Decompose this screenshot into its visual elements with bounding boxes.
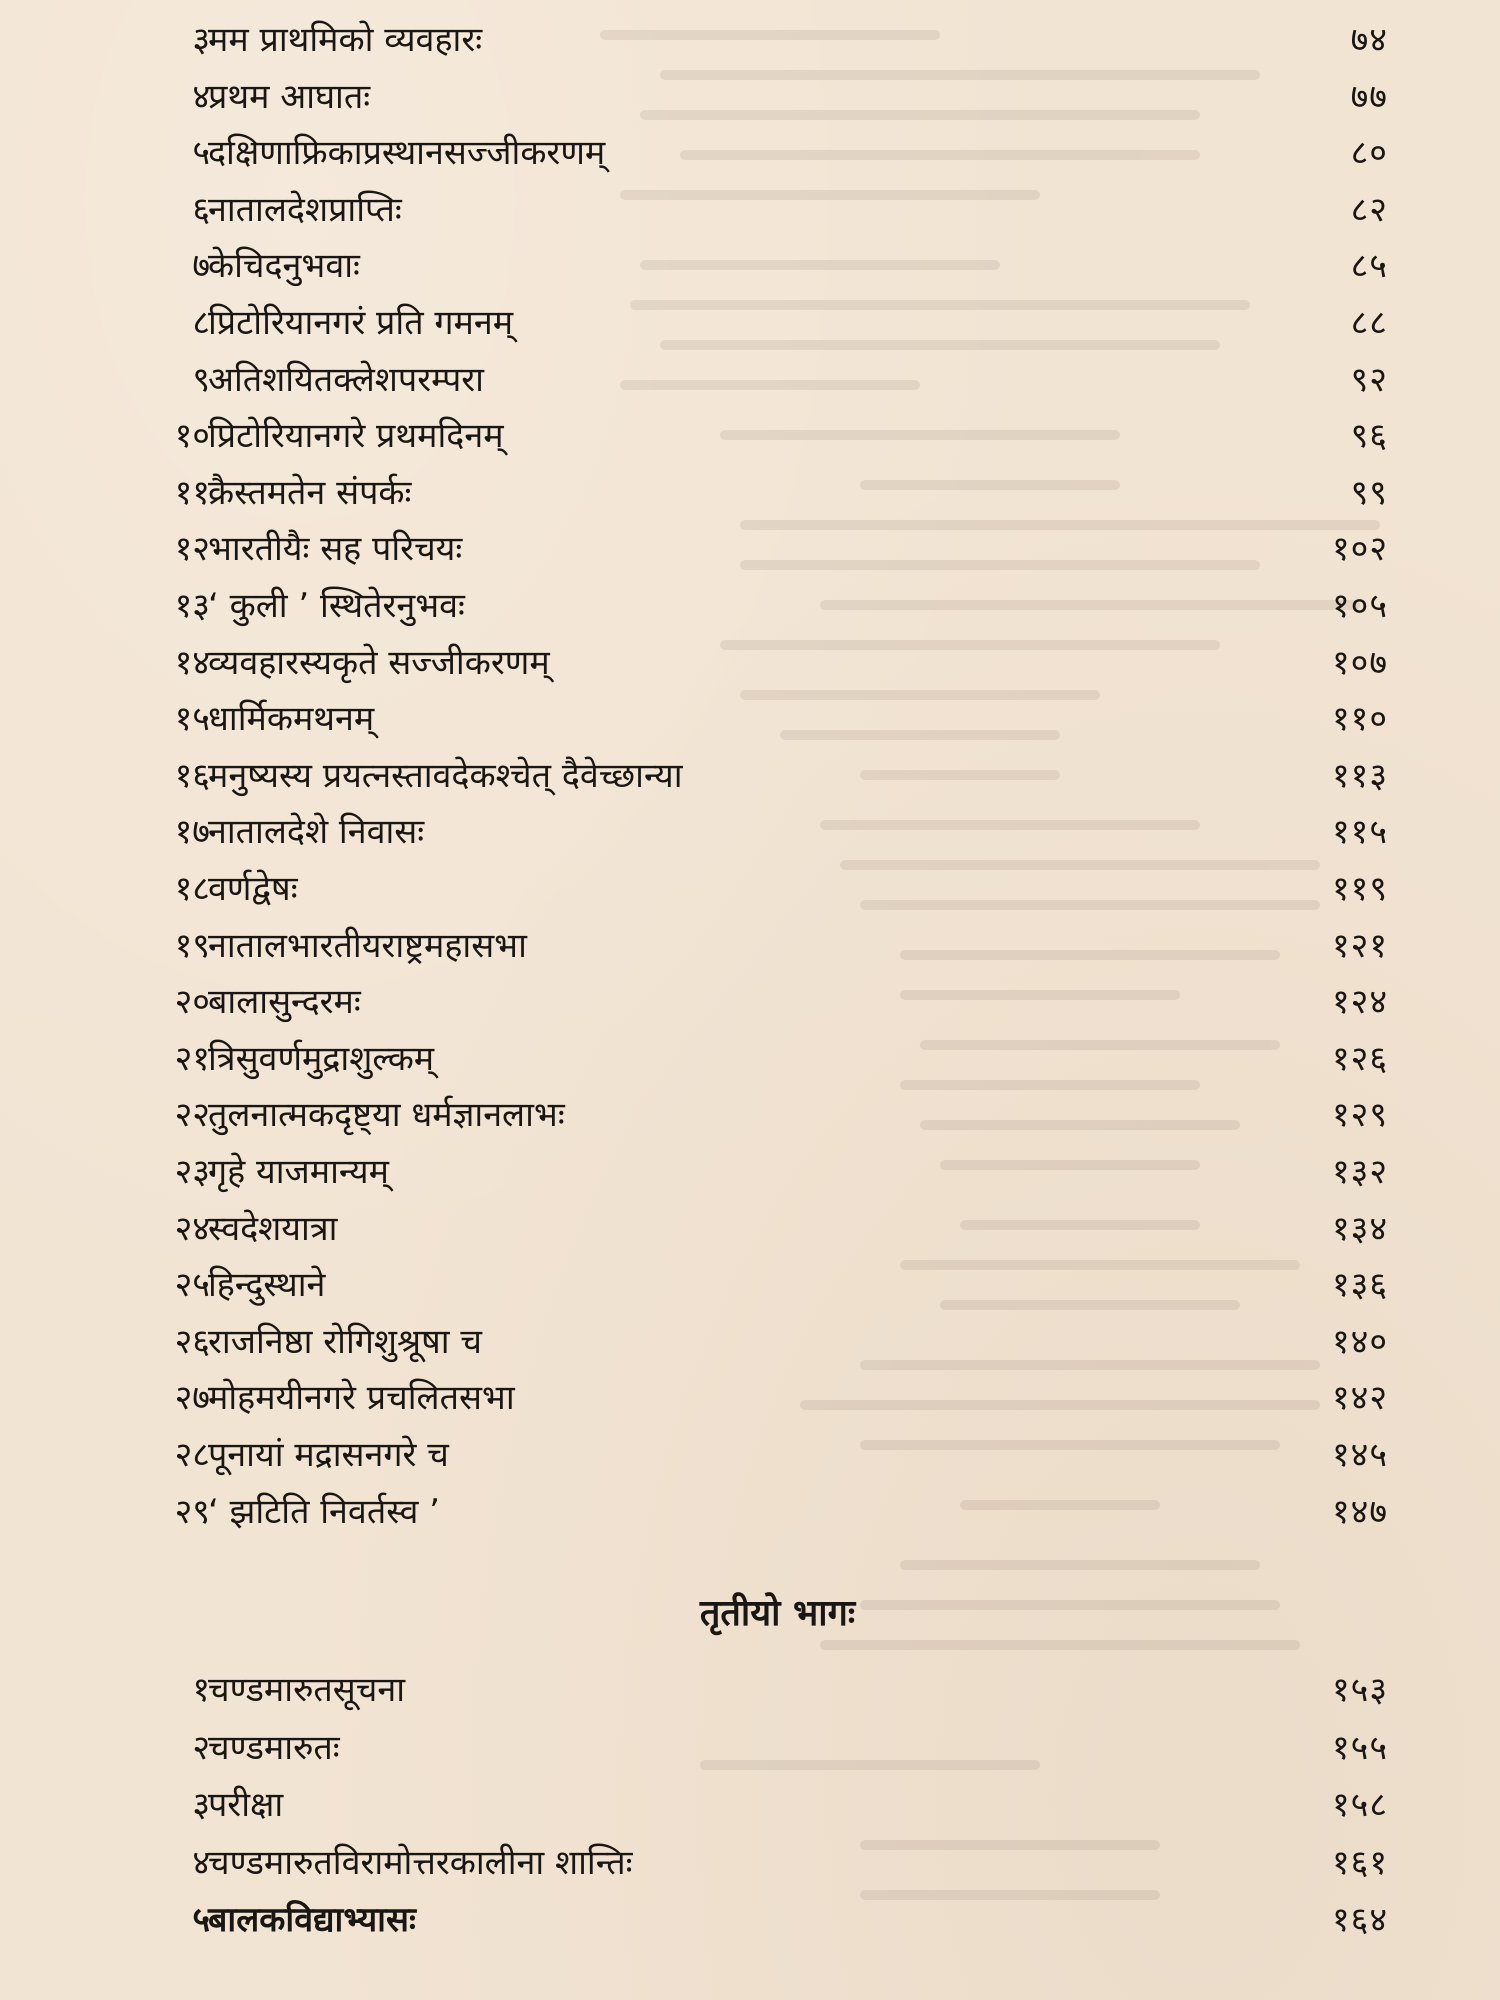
chapter-title: प्रिटोरियानगरं प्रति गमनम् <box>208 303 514 343</box>
page-number: १६४ <box>1331 1900 1388 1940</box>
chapter-title: अतिशयितक्लेशपरम्परा <box>208 360 484 400</box>
page-number: ८२ <box>1350 190 1388 230</box>
chapter-title: त्रिसुवर्णमुद्राशुल्कम् <box>208 1039 435 1079</box>
chapter-title: प्रथम आघातः <box>208 77 371 117</box>
toc-entry <box>0 467 1500 519</box>
page-number: ११९ <box>1331 869 1388 909</box>
page-number: १३६ <box>1331 1265 1388 1305</box>
toc-entry <box>0 750 1500 802</box>
page-number: १३२ <box>1331 1152 1388 1192</box>
chapter-number: २७ <box>174 1378 210 1418</box>
chapter-number: १९ <box>174 926 210 966</box>
chapter-number: १४ <box>174 643 210 683</box>
page-number: ८० <box>1350 133 1388 173</box>
toc-entry <box>0 637 1500 689</box>
toc-entry <box>0 297 1500 349</box>
chapter-title: ‘ कुली ’ स्थितेरनुभवः <box>208 586 465 626</box>
chapter-title: तुलनात्मकदृष्ट्या धर्मज्ञानलाभः <box>208 1095 565 1135</box>
chapter-title: दक्षिणाफ्रिकाप्रस्थानसज्जीकरणम् <box>208 133 606 173</box>
chapter-title: मोहमयीनगरे प्रचलितसभा <box>208 1378 515 1418</box>
chapter-title: चण्डमारुतसूचना <box>208 1670 406 1710</box>
toc-entry <box>0 806 1500 858</box>
page-number: ११० <box>1331 699 1388 739</box>
page-number: १२१ <box>1331 926 1388 966</box>
toc-entry <box>0 1722 1500 1774</box>
chapter-number: २२ <box>174 1095 210 1135</box>
chapter-title: चण्डमारुतः <box>208 1728 340 1768</box>
toc-entry <box>0 1089 1500 1141</box>
chapter-number: २१ <box>174 1039 210 1079</box>
chapter-number: ३ <box>192 20 210 60</box>
chapter-number: ७ <box>192 246 210 286</box>
toc-entry <box>0 184 1500 236</box>
toc-entry <box>0 920 1500 972</box>
chapter-title: परीक्षा <box>208 1785 284 1825</box>
chapter-number: ६ <box>192 190 210 230</box>
page-number: १२४ <box>1331 982 1388 1022</box>
page-number: १२९ <box>1331 1095 1388 1135</box>
chapter-title: गृहे याजमान्यम् <box>208 1152 389 1192</box>
page-number: १४५ <box>1331 1435 1388 1475</box>
page-number: ११३ <box>1331 756 1388 796</box>
page-number: १२६ <box>1331 1039 1388 1079</box>
toc-entry <box>0 523 1500 575</box>
toc-entry <box>0 1033 1500 1085</box>
toc-entry <box>0 1203 1500 1255</box>
chapter-number: २४ <box>174 1209 210 1249</box>
bleed-through-line <box>900 1560 1260 1570</box>
toc-entry <box>0 1894 1500 1946</box>
chapter-title: नातालदेशे निवासः <box>208 812 425 852</box>
toc-entry <box>0 1259 1500 1311</box>
toc-entry <box>0 1146 1500 1198</box>
chapter-number: १२ <box>174 529 210 569</box>
chapter-title: धार्मिकमथनम् <box>208 699 375 739</box>
chapter-number: २९ <box>174 1492 210 1532</box>
chapter-title: ‘ झटिति निवर्तस्व ’ <box>208 1492 440 1532</box>
toc-entry <box>0 863 1500 915</box>
toc-entry <box>0 71 1500 123</box>
toc-entry <box>0 976 1500 1028</box>
chapter-number: ५ <box>192 133 210 173</box>
chapter-number: ११ <box>174 473 210 513</box>
page-number: ९२ <box>1350 360 1388 400</box>
page-number: १०७ <box>1331 643 1388 683</box>
chapter-title: व्यवहारस्यकृते सज्जीकरणम् <box>208 643 550 683</box>
chapter-title: चण्डमारुतविरामोत्तरकालीना शान्तिः <box>208 1843 633 1883</box>
chapter-number: १० <box>174 416 210 456</box>
bleed-through-line <box>820 1640 1300 1650</box>
chapter-number: २५ <box>174 1265 210 1305</box>
page-number: १०२ <box>1331 529 1388 569</box>
chapter-title: मम प्राथमिको व्यवहारः <box>208 20 483 60</box>
toc-entry <box>0 354 1500 406</box>
page-number: ७४ <box>1350 20 1388 60</box>
chapter-title: प्रिटोरियानगरे प्रथमदिनम् <box>208 416 504 456</box>
chapter-number: ५ <box>192 1900 210 1940</box>
page-number: ११५ <box>1331 812 1388 852</box>
chapter-number: ४ <box>192 77 210 117</box>
page-number: १४२ <box>1331 1378 1388 1418</box>
page-number: ८५ <box>1350 246 1388 286</box>
toc-entry <box>0 14 1500 66</box>
toc-entry <box>0 1837 1500 1889</box>
chapter-number: २६ <box>174 1322 210 1362</box>
chapter-title: क्रैस्तमतेन संपर्कः <box>208 473 412 513</box>
chapter-title: नातालभारतीयराष्ट्रमहासभा <box>208 926 527 966</box>
chapter-title: मनुष्यस्य प्रयत्नस्तावदेकश्चेत् दैवेच्छान्या <box>208 756 683 796</box>
page-number: १५३ <box>1331 1670 1388 1710</box>
page-number: १४७ <box>1331 1492 1388 1532</box>
chapter-number: ४ <box>192 1843 210 1883</box>
chapter-title: वर्णद्वेषः <box>208 869 298 909</box>
chapter-number: १३ <box>174 586 210 626</box>
page-number: १५५ <box>1331 1728 1388 1768</box>
chapter-number: २३ <box>174 1152 210 1192</box>
toc-entry <box>0 1372 1500 1424</box>
page-number: ९९ <box>1350 473 1388 513</box>
page-number: ७७ <box>1350 77 1388 117</box>
chapter-number: १ <box>192 1670 210 1710</box>
toc-entry <box>0 240 1500 292</box>
chapter-number: २८ <box>174 1435 210 1475</box>
page-number: ८८ <box>1350 303 1388 343</box>
toc-entry <box>0 693 1500 745</box>
chapter-number: ९ <box>192 360 210 400</box>
toc-entry <box>0 1664 1500 1716</box>
toc-entry <box>0 1429 1500 1481</box>
toc-entry <box>0 1779 1500 1831</box>
chapter-title: हिन्दुस्थाने <box>208 1265 326 1305</box>
chapter-number: ८ <box>192 303 210 343</box>
toc-entry <box>0 1486 1500 1538</box>
page-number: १६१ <box>1331 1843 1388 1883</box>
chapter-title: पूनायां मद्रासनगरे च <box>208 1435 449 1475</box>
chapter-title: राजनिष्ठा रोगिशुश्रूषा च <box>208 1322 482 1362</box>
chapter-title: बालकविद्याभ्यासः <box>208 1900 416 1940</box>
chapter-number: १६ <box>174 756 210 796</box>
toc-entry <box>0 580 1500 632</box>
chapter-number: १७ <box>174 812 210 852</box>
toc-entry <box>0 1316 1500 1368</box>
page-number: ९६ <box>1350 416 1388 456</box>
chapter-number: १८ <box>174 869 210 909</box>
page-number: १५८ <box>1331 1785 1388 1825</box>
chapter-title: स्वदेशयात्रा <box>208 1209 338 1249</box>
toc-entry <box>0 127 1500 179</box>
chapter-number: २ <box>192 1728 210 1768</box>
chapter-title: केचिदनुभवाः <box>208 246 360 286</box>
chapter-title: नातालदेशप्राप्तिः <box>208 190 402 230</box>
chapter-title: बालासुन्दरमः <box>208 982 361 1022</box>
section-heading-part-three: तृतीयो भागः <box>699 1593 856 1634</box>
page-number: १४० <box>1331 1322 1388 1362</box>
toc-entry <box>0 410 1500 462</box>
chapter-title: भारतीयैः सह परिचयः <box>208 529 463 569</box>
chapter-number: ३ <box>192 1785 210 1825</box>
chapter-number: २० <box>174 982 210 1022</box>
page-number: १३४ <box>1331 1209 1388 1249</box>
chapter-number: १५ <box>174 699 210 739</box>
page-number: १०५ <box>1331 586 1388 626</box>
